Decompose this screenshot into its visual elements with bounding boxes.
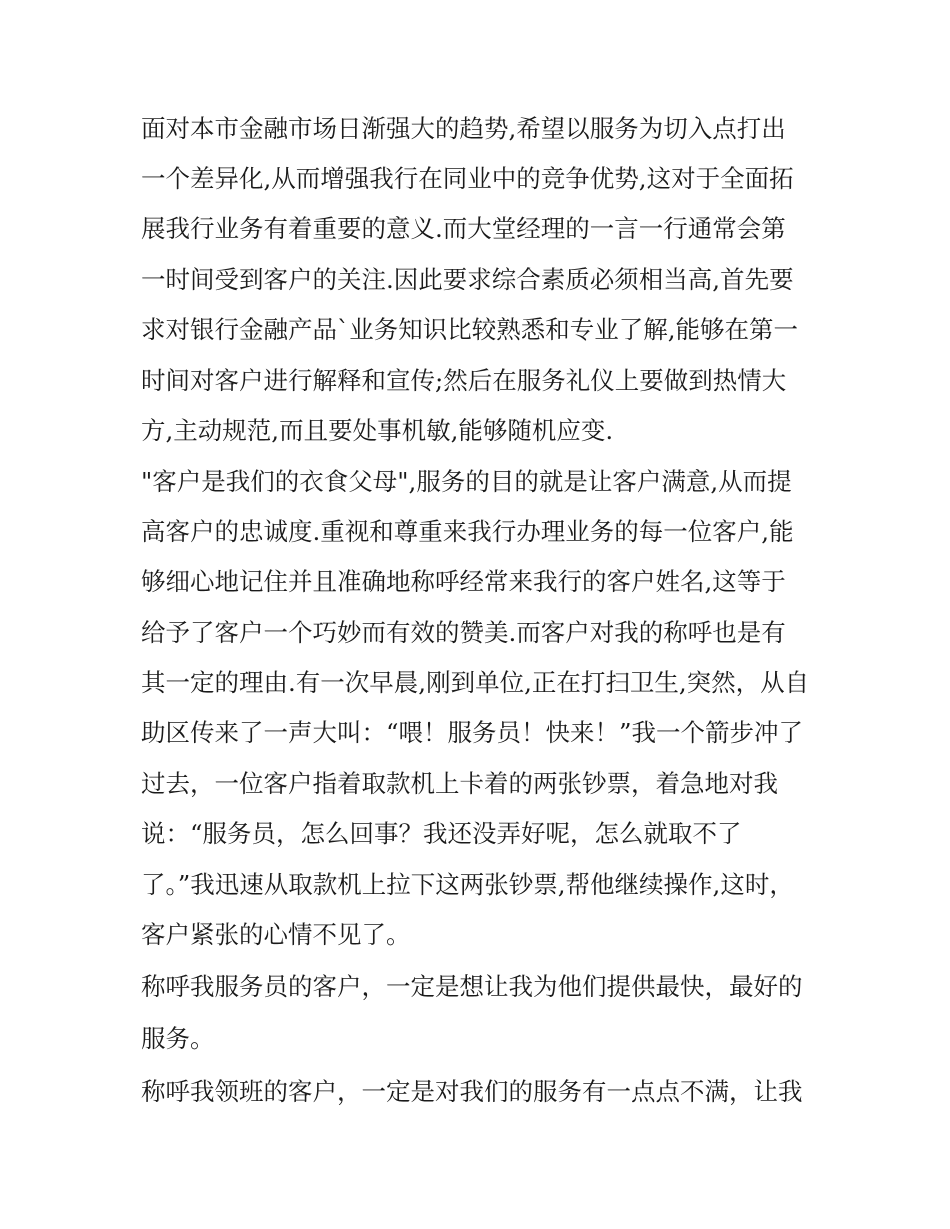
text-line: 给予了客户一个巧妙而有效的赞美.而客户对我的称呼也是有 — [141, 618, 786, 647]
text-line: 面对本市金融市场日渐强大的趋势,希望以服务为切入点打出 — [141, 114, 786, 143]
text-line: 过去，一位客户指着取款机上卡着的两张钞票，着急地对我 — [141, 769, 778, 798]
text-line: 一时间受到客户的关注.因此要求综合素质必须相当高,首先要 — [141, 265, 794, 294]
text-line: 高客户的忠诚度.重视和尊重来我行办理业务的每一位客户,能 — [141, 517, 794, 546]
text-line: 方,主动规范,而且要处事机敏,能够随机应变. — [141, 416, 614, 445]
text-line: 展我行业务有着重要的意义.而大堂经理的一言一行通常会第 — [141, 214, 786, 243]
text-line: 服务。 — [141, 1024, 215, 1053]
text-line: 够细心地记住并且准确地称呼经常来我行的客户姓名,这等于 — [141, 567, 786, 596]
text-line: "客户是我们的衣食父母",服务的目的就是让客户满意,从而提 — [141, 467, 792, 496]
text-line: 了。”我迅速从取款机上拉下这两张钞票,帮他继续操作,这时， — [141, 870, 794, 899]
text-line: 称呼我服务员的客户，一定是想让我为他们提供最快，最好的 — [141, 972, 803, 1001]
text-line: 一个差异化,从而增强我行在同业中的竞争优势,这对于全面拓 — [141, 164, 794, 193]
text-line: 助区传来了一声大叫：“喂！服务员！快来！”我一个箭步冲了 — [141, 718, 804, 747]
text-line: 称呼我领班的客户，一定是对我们的服务有一点点不满，让我 — [141, 1077, 803, 1106]
text-line: 客户紧张的心情不见了。 — [141, 920, 411, 949]
text-line: 其一定的理由.有一次早晨,刚到单位,正在打扫卫生,突然，从自 — [141, 668, 810, 697]
text-line: 求对银行金融产品`业务知识比较熟悉和专业了解,能够在第一 — [141, 315, 799, 344]
text-line: 说：“服务员，怎么回事？我还没弄好呢，怎么就取不了 — [141, 819, 742, 848]
text-line: 时间对客户进行解释和宣传;然后在服务礼仪上要做到热情大 — [141, 366, 787, 395]
